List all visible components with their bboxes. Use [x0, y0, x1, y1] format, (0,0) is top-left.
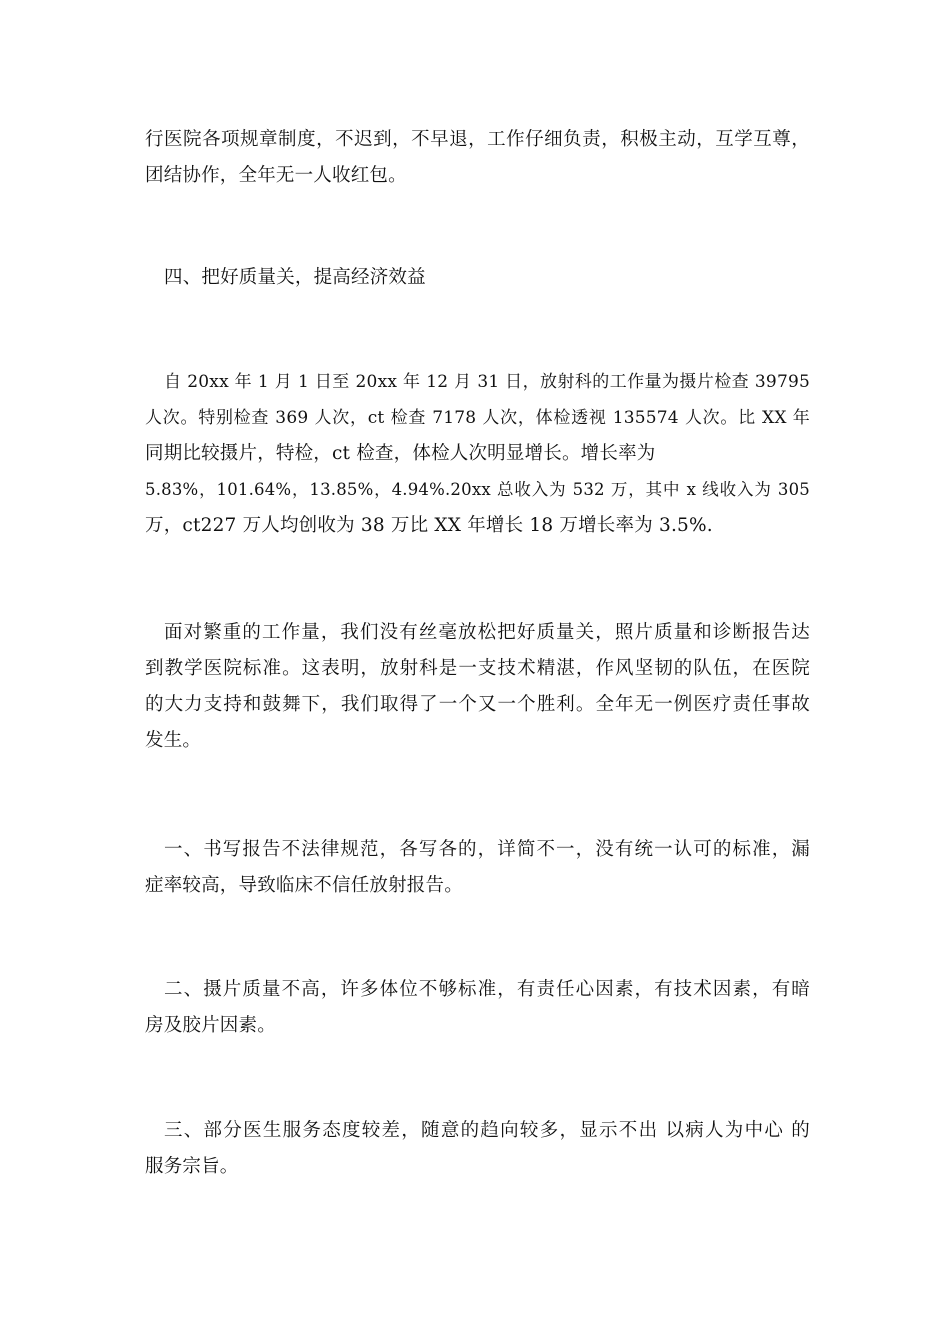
text-line: 到教学医院标准。这表明，放射科是一支技术精湛，作风坚韧的队伍，在医院 — [145, 658, 810, 679]
paragraph-issue-service-attitude — [145, 1113, 810, 1185]
text-line: 人次。特别检查 369 人次，ct 检查 7178 人次，体检透视 135574 人次。比 XX 年 — [145, 408, 810, 428]
paragraph-issue-film-quality — [145, 972, 810, 1044]
paragraph-discipline — [145, 122, 810, 194]
text-line: 服务宗旨。 — [145, 1156, 239, 1177]
paragraph-quality-control — [145, 615, 810, 759]
text-line: 二、摄片质量不高，许多体位不够标准，有责任心因素，有技术因素，有暗 — [164, 979, 810, 1000]
section-heading-quality — [145, 260, 810, 296]
text-line: 房及胶片因素。 — [145, 1015, 276, 1036]
text-line: 症率较高，导致临床不信任放射报告。 — [145, 875, 463, 896]
text-line: 同期比较摄片，特检，ct 检查，体检人次明显增长。增长率为 — [145, 443, 656, 464]
heading-text: 四、把好质量关，提高经济效益 — [164, 267, 426, 288]
text-line: 三、部分医生服务态度较差，随意的趋向较多，显示不出 以病人为中心 的 — [164, 1120, 810, 1141]
paragraph-issue-reports — [145, 832, 810, 904]
paragraph-workload-statistics — [145, 364, 810, 544]
text-line: 团结协作，全年无一人收红包。 — [145, 165, 407, 186]
text-line: 的大力支持和鼓舞下，我们取得了一个又一个胜利。全年无一例医疗责任事故 — [145, 694, 810, 715]
text-line: 面对繁重的工作量，我们没有丝毫放松把好质量关，照片质量和诊断报告达 — [164, 622, 810, 643]
text-line: 万，ct227 万人均创收为 38 万比 XX 年增长 18 万增长率为 3.5%. — [145, 515, 713, 536]
text-line: 发生。 — [145, 730, 202, 751]
text-line: 自 20xx 年 1 月 1 日至 20xx 年 12 月 31 日，放射科的工作量为摄片检查 39795 — [164, 372, 810, 392]
text-line: 行医院各项规章制度，不迟到，不早退，工作仔细负责，积极主动，互学互尊， — [145, 129, 810, 150]
text-line: 一、书写报告不法律规范，各写各的，详简不一，没有统一认可的标准，漏 — [164, 839, 810, 860]
text-line: 5.83%，101.64%，13.85%，4.94%.20xx 总收入为 532 万，其中 x 线收入为 305 — [145, 480, 810, 499]
